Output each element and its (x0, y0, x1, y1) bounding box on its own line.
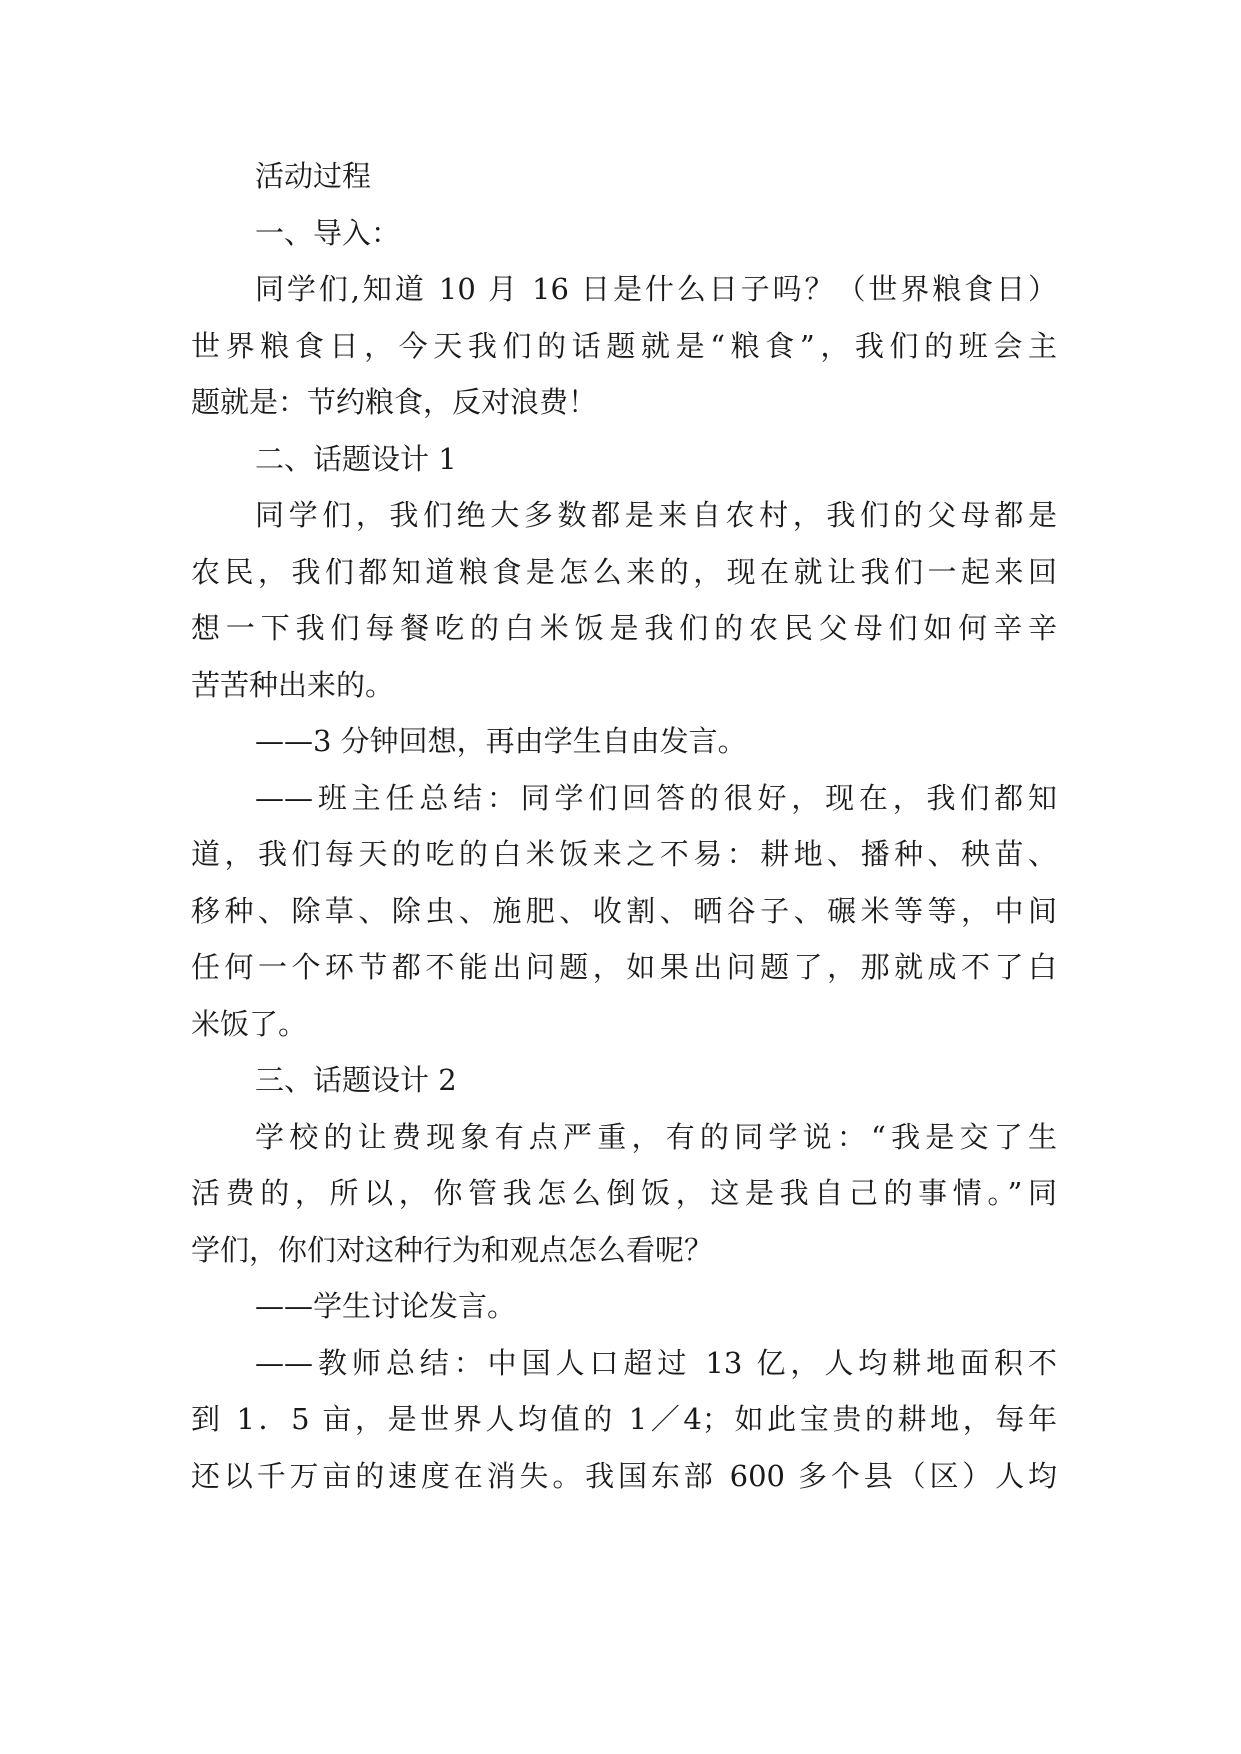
paragraph-line: 想一下我们每餐吃的白米饭是我们的农民父母们如何辛辛 (191, 611, 1057, 645)
paragraph-line: 同学们，我们绝大多数都是来自农村，我们的父母都是 (255, 498, 1057, 532)
section-heading-introduction: 一、导入： (255, 216, 401, 250)
paragraph-line: 题就是：节约粮食，反对浪费！ (191, 385, 598, 419)
paragraph-line: 学们，你们对这种行为和观点怎么看呢？ (191, 1233, 714, 1267)
paragraph-line: 还以千万亩的速度在消失。我国东部 600 多个县（区）人均 (191, 1459, 1057, 1493)
paragraph-line: 活费的，所以，你管我怎么倒饭，这是我自己的事情。”同 (191, 1176, 1057, 1210)
paragraph-line: 同学们,知道 10 月 16 日是什么日子吗？（世界粮食日） (255, 272, 1057, 306)
section-heading-activity-process: 活动过程 (255, 159, 372, 193)
paragraph-line: 世界粮食日，今天我们的话题就是“粮食”，我们的班会主 (191, 329, 1057, 363)
paragraph-line: 学校的让费现象有点严重，有的同学说：“我是交了生 (255, 1120, 1057, 1154)
paragraph-line: 农民，我们都知道粮食是怎么来的，现在就让我们一起来回 (191, 555, 1057, 589)
section-heading-topic-2: 三、话题设计 2 (255, 1063, 457, 1097)
paragraph-line: 任何一个环节都不能出问题，如果出问题了，那就成不了白 (191, 950, 1057, 984)
paragraph-line: ——3 分钟回想，再由学生自由发言。 (255, 724, 747, 758)
paragraph-line: ——班主任总结：同学们回答的很好，现在，我们都知 (255, 781, 1057, 815)
paragraph-line: 道，我们每天的吃的白米饭来之不易：耕地、播种、秧苗、 (191, 837, 1057, 871)
paragraph-line: 米饭了。 (191, 1007, 308, 1041)
paragraph-line: ——学生讨论发言。 (255, 1289, 517, 1323)
paragraph-line: 苦苦种出来的。 (191, 668, 395, 702)
paragraph-line: 到 1．5 亩，是世界人均值的 1／4；如此宝贵的耕地，每年 (191, 1402, 1057, 1436)
paragraph-line: 移种、除草、除虫、施肥、收割、晒谷子、碾米等等，中间 (191, 894, 1057, 928)
paragraph-line: ——教师总结：中国人口超过 13 亿，人均耕地面积不 (255, 1346, 1057, 1380)
section-heading-topic-1: 二、话题设计 1 (255, 442, 457, 476)
